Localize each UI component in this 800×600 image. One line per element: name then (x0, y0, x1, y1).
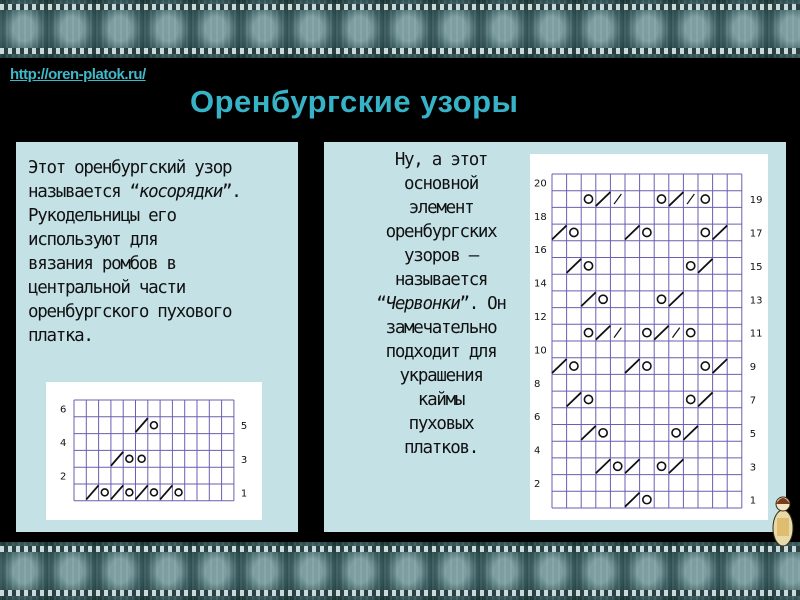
right-panel-text (346, 148, 536, 460)
kosoryadki-chart-svg (46, 382, 262, 520)
yarn-over-symbol (657, 195, 665, 203)
row-label-right: 19 (749, 195, 763, 207)
yarn-over-symbol (599, 295, 607, 303)
text-line: замечательно (385, 318, 497, 338)
row-label-left: 16 (534, 245, 547, 257)
row-label-left: 2 (534, 478, 541, 490)
yarn-over-symbol (151, 489, 158, 496)
yarn-over-symbol (584, 395, 592, 403)
row-label-left: 8 (534, 378, 541, 390)
row-label-right: 5 (749, 428, 757, 440)
decrease-symbol (669, 459, 684, 473)
decrease-symbol (625, 359, 640, 373)
text-line: платков. (404, 438, 478, 458)
decrease-symbol (654, 326, 669, 340)
decrease-symbol (698, 392, 713, 406)
text-fragment: ”. Он (459, 294, 506, 314)
yarn-over-symbol (151, 422, 158, 429)
row-label-left: 6 (60, 404, 67, 416)
decrease-symbol (567, 392, 582, 406)
stitch-symbol (614, 328, 621, 338)
decrease-symbol (581, 426, 596, 440)
row-label-left: 10 (534, 345, 547, 357)
text-fragment: ”. (221, 182, 241, 202)
row-label-left: 4 (534, 445, 541, 457)
yarn-over-symbol (138, 455, 145, 462)
source-link[interactable]: http://oren-platok.ru/ (10, 66, 146, 83)
row-label-left: 4 (60, 438, 67, 449)
decrease-symbol (136, 418, 148, 432)
ornament-border-bottom (0, 542, 800, 600)
decrease-symbol (136, 485, 148, 499)
matryoshka-doll-icon (772, 488, 794, 548)
slide-title: Оренбургские узоры (190, 84, 519, 119)
yarn-over-symbol (101, 489, 108, 496)
decrease-symbol (160, 485, 172, 499)
row-label-right: 3 (240, 454, 248, 466)
chervonki-chart-svg (530, 154, 768, 520)
yarn-over-symbol (643, 228, 651, 236)
yarn-over-symbol (584, 195, 592, 203)
yarn-over-symbol (701, 228, 709, 236)
stitch-symbol (687, 194, 694, 204)
pattern-name: Червонки (385, 294, 460, 314)
yarn-over-symbol (687, 262, 695, 270)
text-line: каймы (417, 390, 465, 410)
row-label-left: 18 (534, 211, 547, 223)
decrease-symbol (625, 225, 640, 239)
decrease-symbol (713, 225, 728, 239)
decrease-symbol (625, 459, 640, 473)
row-label-right: 1 (240, 488, 248, 500)
decrease-symbol (713, 359, 728, 373)
text-line: элемент (408, 198, 474, 218)
row-label-right: 5 (240, 421, 248, 433)
ornament-border-top (0, 0, 800, 58)
text-line: узоров – (404, 246, 478, 266)
text-line (28, 180, 298, 204)
text-line: украшения (399, 366, 483, 386)
yarn-over-symbol (570, 228, 578, 236)
decrease-symbol (567, 259, 582, 273)
yarn-over-symbol (175, 489, 182, 496)
row-label-left: 20 (534, 178, 547, 190)
decrease-symbol (596, 192, 611, 206)
pattern-name: косорядки (138, 182, 222, 202)
text-line: вязания ромбов в (28, 254, 176, 274)
row-label-right: 17 (749, 228, 763, 240)
yarn-over-symbol (687, 329, 695, 337)
yarn-over-symbol (599, 429, 607, 437)
chervonki-knitting-chart (530, 154, 768, 520)
decrease-symbol (552, 359, 567, 373)
row-label-left: 2 (60, 471, 67, 483)
decrease-symbol (698, 259, 713, 273)
row-label-right: 3 (749, 462, 757, 474)
text-line: Ну, а этот (394, 150, 488, 170)
text-line: центральной части (28, 278, 186, 298)
yarn-over-symbol (126, 489, 133, 496)
yarn-over-symbol (701, 195, 709, 203)
text-line: основной (404, 174, 478, 194)
text-line: подходит для (385, 342, 497, 362)
text-line: Рукодельницы его (28, 206, 176, 226)
decrease-symbol (111, 452, 123, 466)
decrease-symbol (669, 192, 684, 206)
yarn-over-symbol (701, 362, 709, 370)
row-label-right: 7 (749, 395, 757, 407)
row-label-right: 9 (749, 362, 757, 374)
text-fragment: называется “ (28, 182, 139, 202)
left-panel-text (28, 156, 298, 348)
decrease-symbol (596, 459, 611, 473)
row-label-left: 12 (534, 311, 547, 323)
yarn-over-symbol (643, 362, 651, 370)
text-line: оренбургских (385, 222, 497, 242)
yarn-over-symbol (126, 455, 133, 462)
decrease-symbol (625, 493, 640, 507)
decrease-symbol (596, 326, 611, 340)
stitch-symbol (672, 328, 679, 338)
text-line (346, 292, 536, 316)
yarn-over-symbol (584, 329, 592, 337)
text-line: используют для (28, 230, 158, 250)
text-line: пуховых (408, 414, 474, 434)
decrease-symbol (669, 292, 684, 306)
decrease-symbol (683, 426, 698, 440)
decrease-symbol (111, 485, 123, 499)
row-label-right: 11 (749, 328, 763, 340)
row-label-right: 13 (749, 295, 763, 307)
yarn-over-symbol (614, 462, 622, 470)
yarn-over-symbol (657, 295, 665, 303)
yarn-over-symbol (570, 362, 578, 370)
text-line: называется (394, 270, 488, 290)
row-label-right: 15 (749, 261, 763, 273)
row-label-right: 1 (749, 495, 757, 507)
yarn-over-symbol (643, 329, 651, 337)
kosoryadki-knitting-chart (46, 382, 262, 520)
decrease-symbol (552, 225, 567, 239)
text-line: оренбургского пухового (28, 302, 232, 322)
text-line: Этот оренбургский узор (28, 158, 232, 178)
yarn-over-symbol (657, 462, 665, 470)
yarn-over-symbol (672, 429, 680, 437)
yarn-over-symbol (687, 395, 695, 403)
yarn-over-symbol (584, 262, 592, 270)
decrease-symbol (581, 292, 596, 306)
text-line: платка. (28, 326, 93, 346)
stitch-symbol (614, 194, 621, 204)
yarn-over-symbol (643, 496, 651, 504)
decrease-symbol (86, 485, 98, 499)
row-label-left: 6 (534, 412, 541, 424)
text-fragment: “ (376, 294, 386, 314)
row-label-left: 14 (534, 278, 547, 290)
